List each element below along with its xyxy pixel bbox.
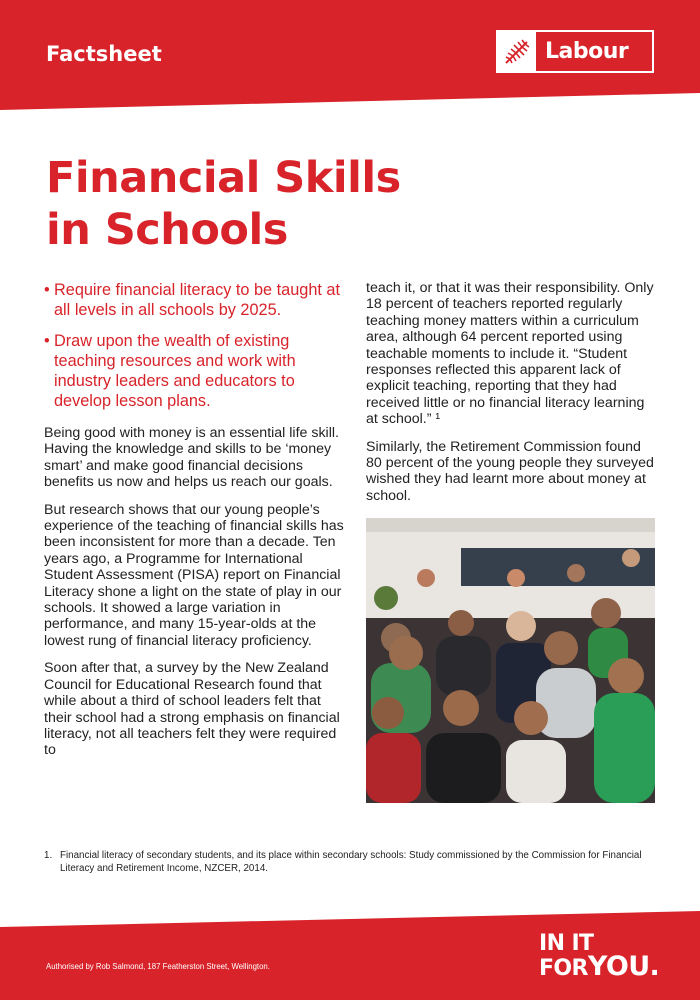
title-line-1: Financial Skills [46, 153, 401, 203]
fern-icon [498, 32, 536, 71]
labour-logo [496, 30, 654, 73]
authorisation-statement: Authorised by Rob Salmond, 187 Featherston Street, Wellington. [46, 962, 270, 971]
slogan-line-1: IN IT [539, 931, 594, 956]
right-column [366, 280, 658, 515]
body-paragraph: Similarly, the Retirement Commission found 80 percent of the young people they surveyed wished they had learnt more about money at school. [366, 438, 654, 504]
footnote [44, 849, 654, 875]
logo-text: Labour [545, 39, 629, 64]
title-line-2: in Schools [46, 205, 288, 255]
factsheet-label: Factsheet [46, 42, 162, 66]
slogan-for: FOR [539, 956, 588, 981]
body-paragraph: teach it, or that it was their responsibility. Only 18 percent of teachers reported regularly teaching money matters within a curriculum area, although 64 percent reported using teachable moments to include it. “Student responses reflected this apparent lack of explicit teaching, reporting that they had received little or no financial literacy learning at school.” ¹ [366, 280, 654, 428]
group-photo [366, 518, 655, 803]
bullet-item: • Draw upon the wealth of existing teaching resources and work with industry leaders and educators to develop lesson plans. [44, 331, 344, 411]
slogan-you: YOU. [587, 951, 660, 982]
bullet-item: • Require financial literacy to be taught at all levels in all schools by 2025. [44, 280, 344, 320]
footnote-text: Financial literacy of secondary students, and its place within secondary schools: Study commissioned by the Commission for Financial Literacy and Retirement Income, NZCER, 2014. [60, 850, 642, 874]
body-paragraph: Soon after that, a survey by the New Zealand Council for Educational Research found that while about a third of school leaders felt that their school had a strong emphasis on financial literacy, not all teachers felt they were required to [44, 660, 340, 759]
body-paragraph: But research shows that our young people’s experience of the teaching of financial skills has been inconsistent for more than a decade. Ten years ago, a Programme for International Student Assessment (PISA) report on Financial Literacy shone a light on the state of play in our schools. It showed a large variation in performance, and many 15-year-olds at the lowest rung of financial literacy proficiency. [44, 501, 344, 649]
body-paragraph: Being good with money is an essential life skill. Having the knowledge and skills to be ‘money smart’ and make good financial decisions benefits us now and helps us reach our goals. [44, 425, 339, 491]
left-column [44, 280, 344, 770]
policy-bullets [44, 280, 344, 411]
slogan [539, 932, 659, 980]
footnote-number: 1. [44, 850, 53, 861]
page-title [46, 152, 546, 256]
